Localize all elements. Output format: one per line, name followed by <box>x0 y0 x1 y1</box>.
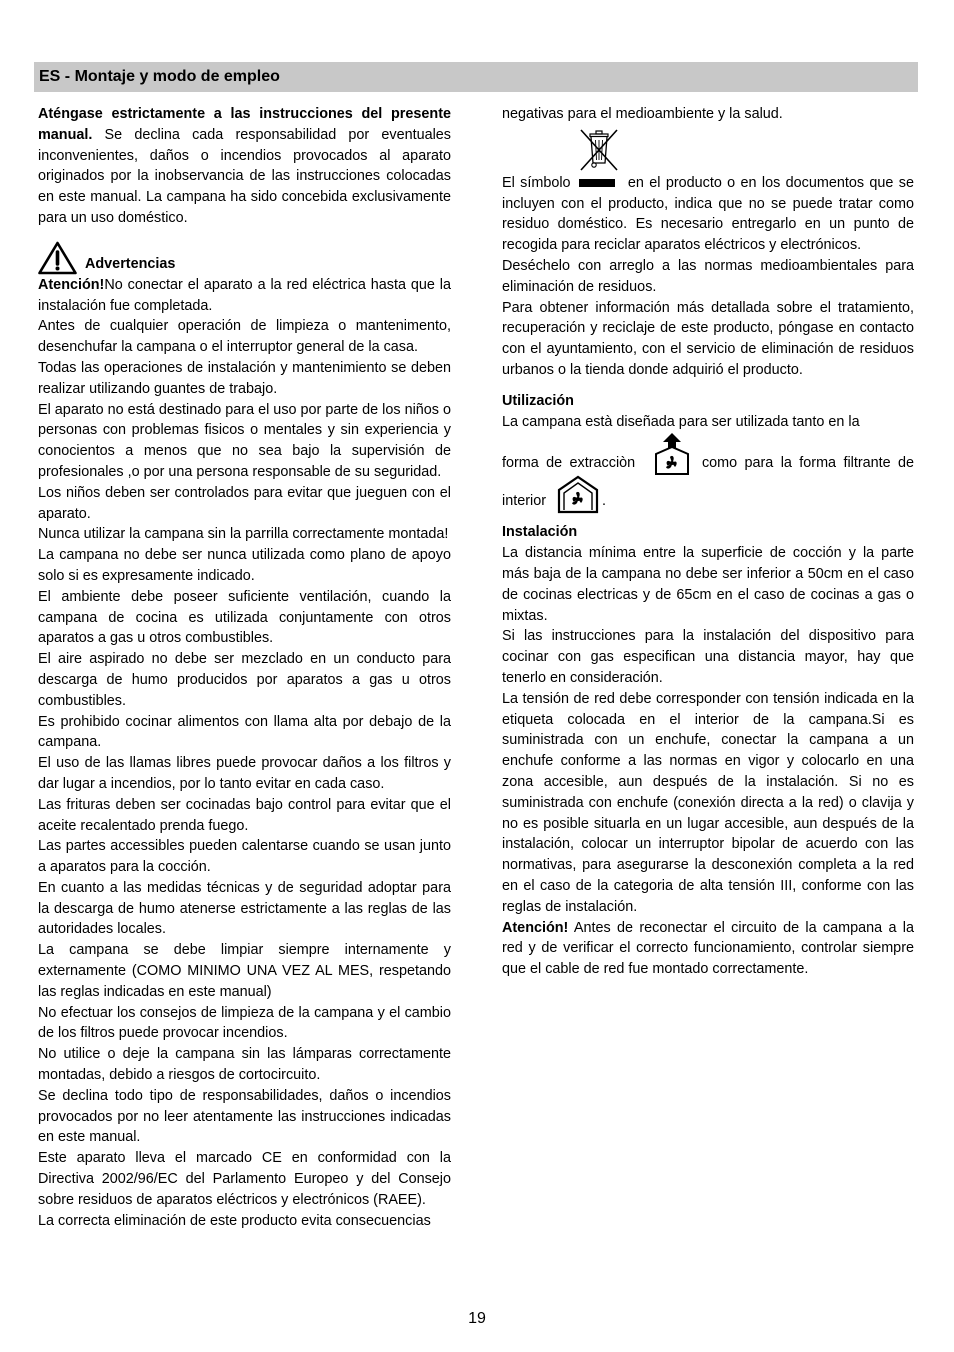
install-paragraph: La distancia mínima entre la superficie de cocción y la parte más baja de la campana no debe ser inferior a 50cm en el caso de cocinas electricas y de 65cm en el caso de cocinas a gas o mixtas. <box>502 545 914 624</box>
warning-paragraph: Todas las operaciones de instalación y mantenimiento se deben realizar utilizando guantes de trabajo. <box>38 359 451 397</box>
symbol-post: en el producto o en los documentos que se incluyen con el producto, indica que no se puede tratar como residuo doméstico. Es necesario entregarlo en un punto de recogida para reciclar aparatos eléctricos y electrónicos. <box>502 174 914 254</box>
disposal-paragraph: Deséchelo con arreglo a las normas medioambientales para eliminación de residuos. <box>502 257 914 295</box>
use-title: Utilización <box>502 392 574 409</box>
warning-paragraph: La campana no debe ser nunca utilizada como plano de apoyo solo si es expresamente indicado. <box>38 547 451 584</box>
warning-paragraph: En cuanto a las medidas técnicas y de seguridad adoptar para la descarga de humo atenerse estrictamente a las reglas de las autoridades locales. <box>38 879 451 938</box>
warning-paragraph: El ambiente debe poseer suficiente ventilación, cuando la campana de cocina es utilizada conjuntamente con otros aparatos a gas u otros combustibles. <box>38 588 451 647</box>
warning-paragraph: Este aparato lleva el marcado CE en conformidad con la Directiva 2002/96/EC del Parlamento Europeo y del Consejo sobre residuos de aparatos eléctricos y electrónicos (RAEE). <box>38 1150 451 1208</box>
page-title: ES - Montaje y modo de empleo <box>39 68 280 85</box>
warning-paragraph: La correcta eliminación de este producto evita consecuencias <box>38 1212 431 1229</box>
use-line-3a: interior <box>502 493 546 510</box>
crossed-out-bin-icon <box>578 127 620 173</box>
filtering-mode-icon <box>556 474 600 514</box>
warning-paragraph: La campana se debe limpiar siempre internamente y externamente (COMO MINIMO UNA VEZ AL MES, respetando las reglas indicadas en este manual) <box>38 942 451 1000</box>
warning-paragraph: Las frituras deben ser cocinadas bajo control para evitar que el aceite recalentado prenda fuego. <box>38 796 451 834</box>
symbol-pre: El símbolo <box>502 174 571 191</box>
solid-bar-icon <box>579 179 615 187</box>
right-column <box>502 104 914 980</box>
warning-triangle-icon <box>38 241 77 275</box>
section-header <box>34 62 918 92</box>
install-paragraph: La tensión de red debe corresponder con tensión indicada en la etiqueta colocada en el interior de la campana.Si es suministrada con un enchufe, conectar la campana a un enchufe conforme a las normas en vigor y colocarlo en una zona accesible, aun después de la instalación. Si no es suministrada con enchufe (conexión directa a la red) o clavija y no es posible situarla en un lugar accesible, aun después de la instalación, colocar un interruptor bipolar de acuerdo con las normativas, para asegurarse la desconexión completa a la red en el caso de la categoria de alta tensión III, conforme con las reglas de instalación. <box>502 690 914 915</box>
warning-paragraph: Antes de cualquier operación de limpieza o mantenimento, desenchufar la campana o el interruptor general de la casa. <box>38 318 451 356</box>
final-attention-label: Atención! <box>502 919 569 936</box>
attention-label: Atención! <box>38 276 105 293</box>
use-line-2 <box>502 432 914 474</box>
warnings-title: Advertencias <box>85 255 176 272</box>
use-line-3 <box>502 474 914 512</box>
warning-paragraph: El aparato no está destinado para el uso por parte de los niños o personas con problemas fisicos o mentales y sin experiencia y conocientos a menos que no sea bajo la supervisión de profesionales ,o por una persona responsable de su seguridad. <box>38 401 451 480</box>
warning-paragraph: El aire aspirado no debe ser mezclado en un conducto para descarga de humo producidos por aparatos a gas u otros combustibles. <box>38 651 451 709</box>
install-paragraph: Si las instrucciones para la instalación del dispositivo para cocinar con gas especifican una distancia mayor, hay que tenerlo en consideración. <box>502 628 914 686</box>
extraction-mode-icon <box>653 432 691 476</box>
warning-paragraph: Es prohibido cocinar alimentos con llama alta por debajo de la campana. <box>38 713 451 751</box>
warning-paragraph: Nunca utilizar la campana sin la parrilla correctamente montada! <box>38 526 449 543</box>
continuation-text: negativas para el medioambiente y la salud. <box>502 106 783 122</box>
warning-paragraph: No efectuar los consejos de limpieza de la campana y el cambio de los filtros puede provocar incendios. <box>38 1004 451 1042</box>
warning-paragraph: No utilice o deje la campana sin las lámparas correctamente montadas, debido a riesgos de cortocircuito. <box>38 1046 451 1084</box>
page-number: 19 <box>468 1310 486 1327</box>
info-paragraph: Para obtener información más detallada sobre el tratamiento, recuperación y reciclaje de este producto, póngase en contacto con el ayuntamiento, con el servicio de eliminación de residuos urbanos o la tienda donde adquirió el producto. <box>502 299 914 378</box>
use-line-3b: . <box>602 493 606 510</box>
final-attention-text: Antes de reconectar el circuito de la campana a la red y de verificar el correcto funcionamiento, controlar siempre que el cable de red fue montado correctamente. <box>502 919 914 978</box>
warning-paragraph: El uso de las llamas libres puede provocar daños a los filtros y dar lugar a incendios, por lo tanto evitar en cada caso. <box>38 755 451 792</box>
intro-text: Se declina cada responsabilidad por eventuales inconvenientes, daños o incendios provocados al aparato originados por la inobservancia de las instrucciones colocadas en este manual. La campana ha sido concebida exclusivamente para un uso doméstico. <box>38 126 451 226</box>
intro-paragraph <box>38 104 451 229</box>
warning-paragraph: Se declina todo tipo de responsabilidades, daños o incendios provocados por no leer atentamente las instrucciones indicadas en este manual. <box>38 1087 451 1146</box>
warning-paragraph: Los niños deben ser controlados para evitar que jueguen con el aparato. <box>38 484 451 522</box>
warnings-heading <box>38 241 451 275</box>
attention-paragraph <box>38 275 451 317</box>
use-line-2a: forma de extracciòn <box>502 455 636 472</box>
use-line-1: La campana està diseñada para ser utilizada tanto en la <box>502 413 860 430</box>
final-attention-paragraph <box>502 918 914 980</box>
symbol-paragraph <box>502 173 914 256</box>
attention-text: No conectar el aparato a la red eléctrica hasta que la instalación fue completada. <box>38 276 451 314</box>
left-column <box>38 104 451 1231</box>
warning-paragraph: Las partes accessibles pueden calentarse cuando se usan junto a aparatos para la cocción. <box>38 838 451 876</box>
install-title: Instalación <box>502 524 578 541</box>
use-line-2b: como para la forma filtrante de <box>701 455 915 472</box>
intro-bold: Aténgase estrictamente a las instrucciones del presente manual. <box>38 106 451 143</box>
